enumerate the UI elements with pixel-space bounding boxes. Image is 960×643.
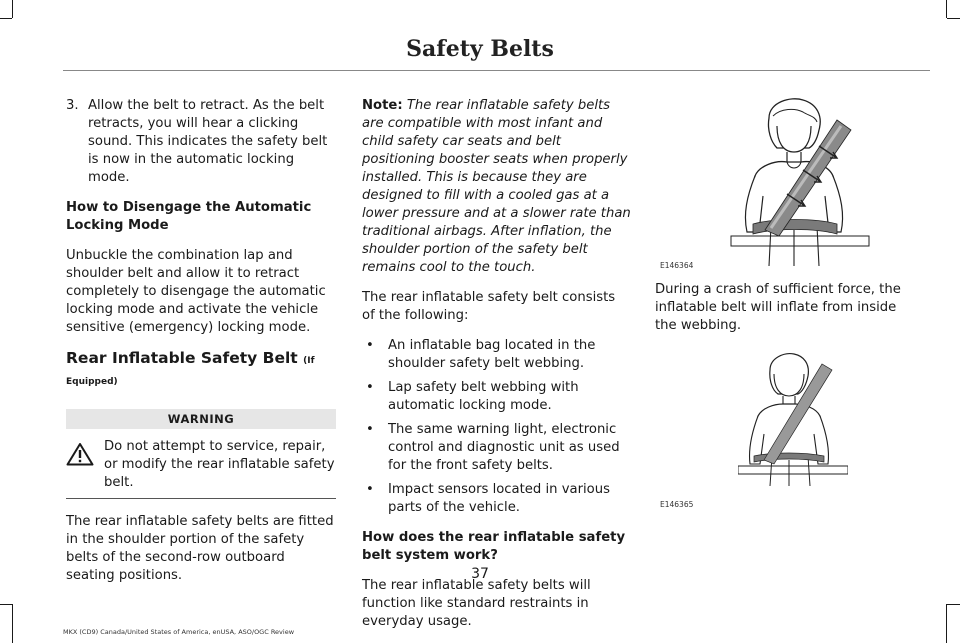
middle-column [362,97,632,643]
crop-mark [946,604,947,643]
list-item [362,337,632,373]
bullet: • [366,422,374,437]
step-item [66,97,336,187]
section-heading-suffix: (If Equipped) [66,356,315,387]
crop-mark [0,18,12,19]
inflated-belt-illustration [725,96,875,268]
crop-mark [12,604,13,643]
note-label: Note: [362,98,403,113]
list-item-text: The same warning light, electronic control and diagnostic unit as used for the front safety belts. [388,422,620,473]
figure-label: E146364 [660,261,694,270]
section-heading-text: Rear Inflatable Safety Belt [66,349,298,367]
crash-text: During a crash of sufficient force, the inflatable belt will inflate from inside the webbing. [655,282,901,333]
note-text: The rear inflatable safety belts are compatible with most infant and child safety car seats and belt positioning booster seats when properly installed. This is because they are designed to fill with a cooled gas at a lower pressure and at a slower rate than traditional airbags. After inflation, the shoulder portion of the safety belt remains cool to the touch. [362,98,631,275]
list-item-text: Lap safety belt webbing with automatic locking mode. [388,380,579,413]
page-number: 37 [471,566,489,582]
crop-mark [947,18,960,19]
warning-text: Do not attempt to service, repair, or modify the rear inflatable safety belt. [104,439,335,490]
disengage-text: Unbuckle the combination lap and shoulder belt and allow it to retract completely to disengage the automatic locking mode and activate the vehicle sensitive (emergency) locking mode. [66,248,326,335]
list-item [362,379,632,415]
crop-mark [0,604,12,605]
warning-triangle-icon [66,438,98,472]
left-column [66,97,336,597]
list-item-text: Impact sensors located in various parts of the vehicle. [388,482,610,515]
bullet: • [366,380,374,395]
crop-mark [947,604,960,605]
section-heading [66,349,336,391]
note-paragraph [362,97,632,277]
crop-mark [12,0,13,18]
list-item [362,421,632,475]
page-title: Safety Belts [406,36,554,62]
crop-mark [946,0,947,18]
bullet: • [366,338,374,353]
bullet: • [366,482,374,497]
step-text: Allow the belt to retract. As the belt retracts, you will hear a clicking sound. This indicates the safety belt is now in the automatic locking mode. [88,98,328,185]
fitted-text: The rear inflatable safety belts are fitted in the shoulder portion of the safety belts of the second-row outboard seating positions. [66,514,334,583]
header-rule [63,70,930,71]
warning-box [66,429,336,499]
disengage-heading: How to Disengage the Automatic Locking Mode [66,200,312,233]
warning-label: WARNING [66,409,336,429]
footer-text: MKX (CD9) Canada/United States of America, enUSA, ASO/OGC Review [63,628,295,636]
step-number: 3. [66,98,79,113]
list-item-text: An inflatable bag located in the shoulder safety belt webbing. [388,338,596,371]
how-text: The rear inflatable safety belts will function like standard restraints in everyday usage. [362,578,591,629]
list-item [362,481,632,517]
figure-label: E146365 [660,500,694,509]
component-list [362,337,632,517]
consists-text: The rear inflatable safety belt consists of the following: [362,290,616,323]
right-column-text [655,281,917,347]
standard-belt-illustration [738,352,848,486]
how-heading: How does the rear inflatable safety belt system work? [362,530,626,563]
